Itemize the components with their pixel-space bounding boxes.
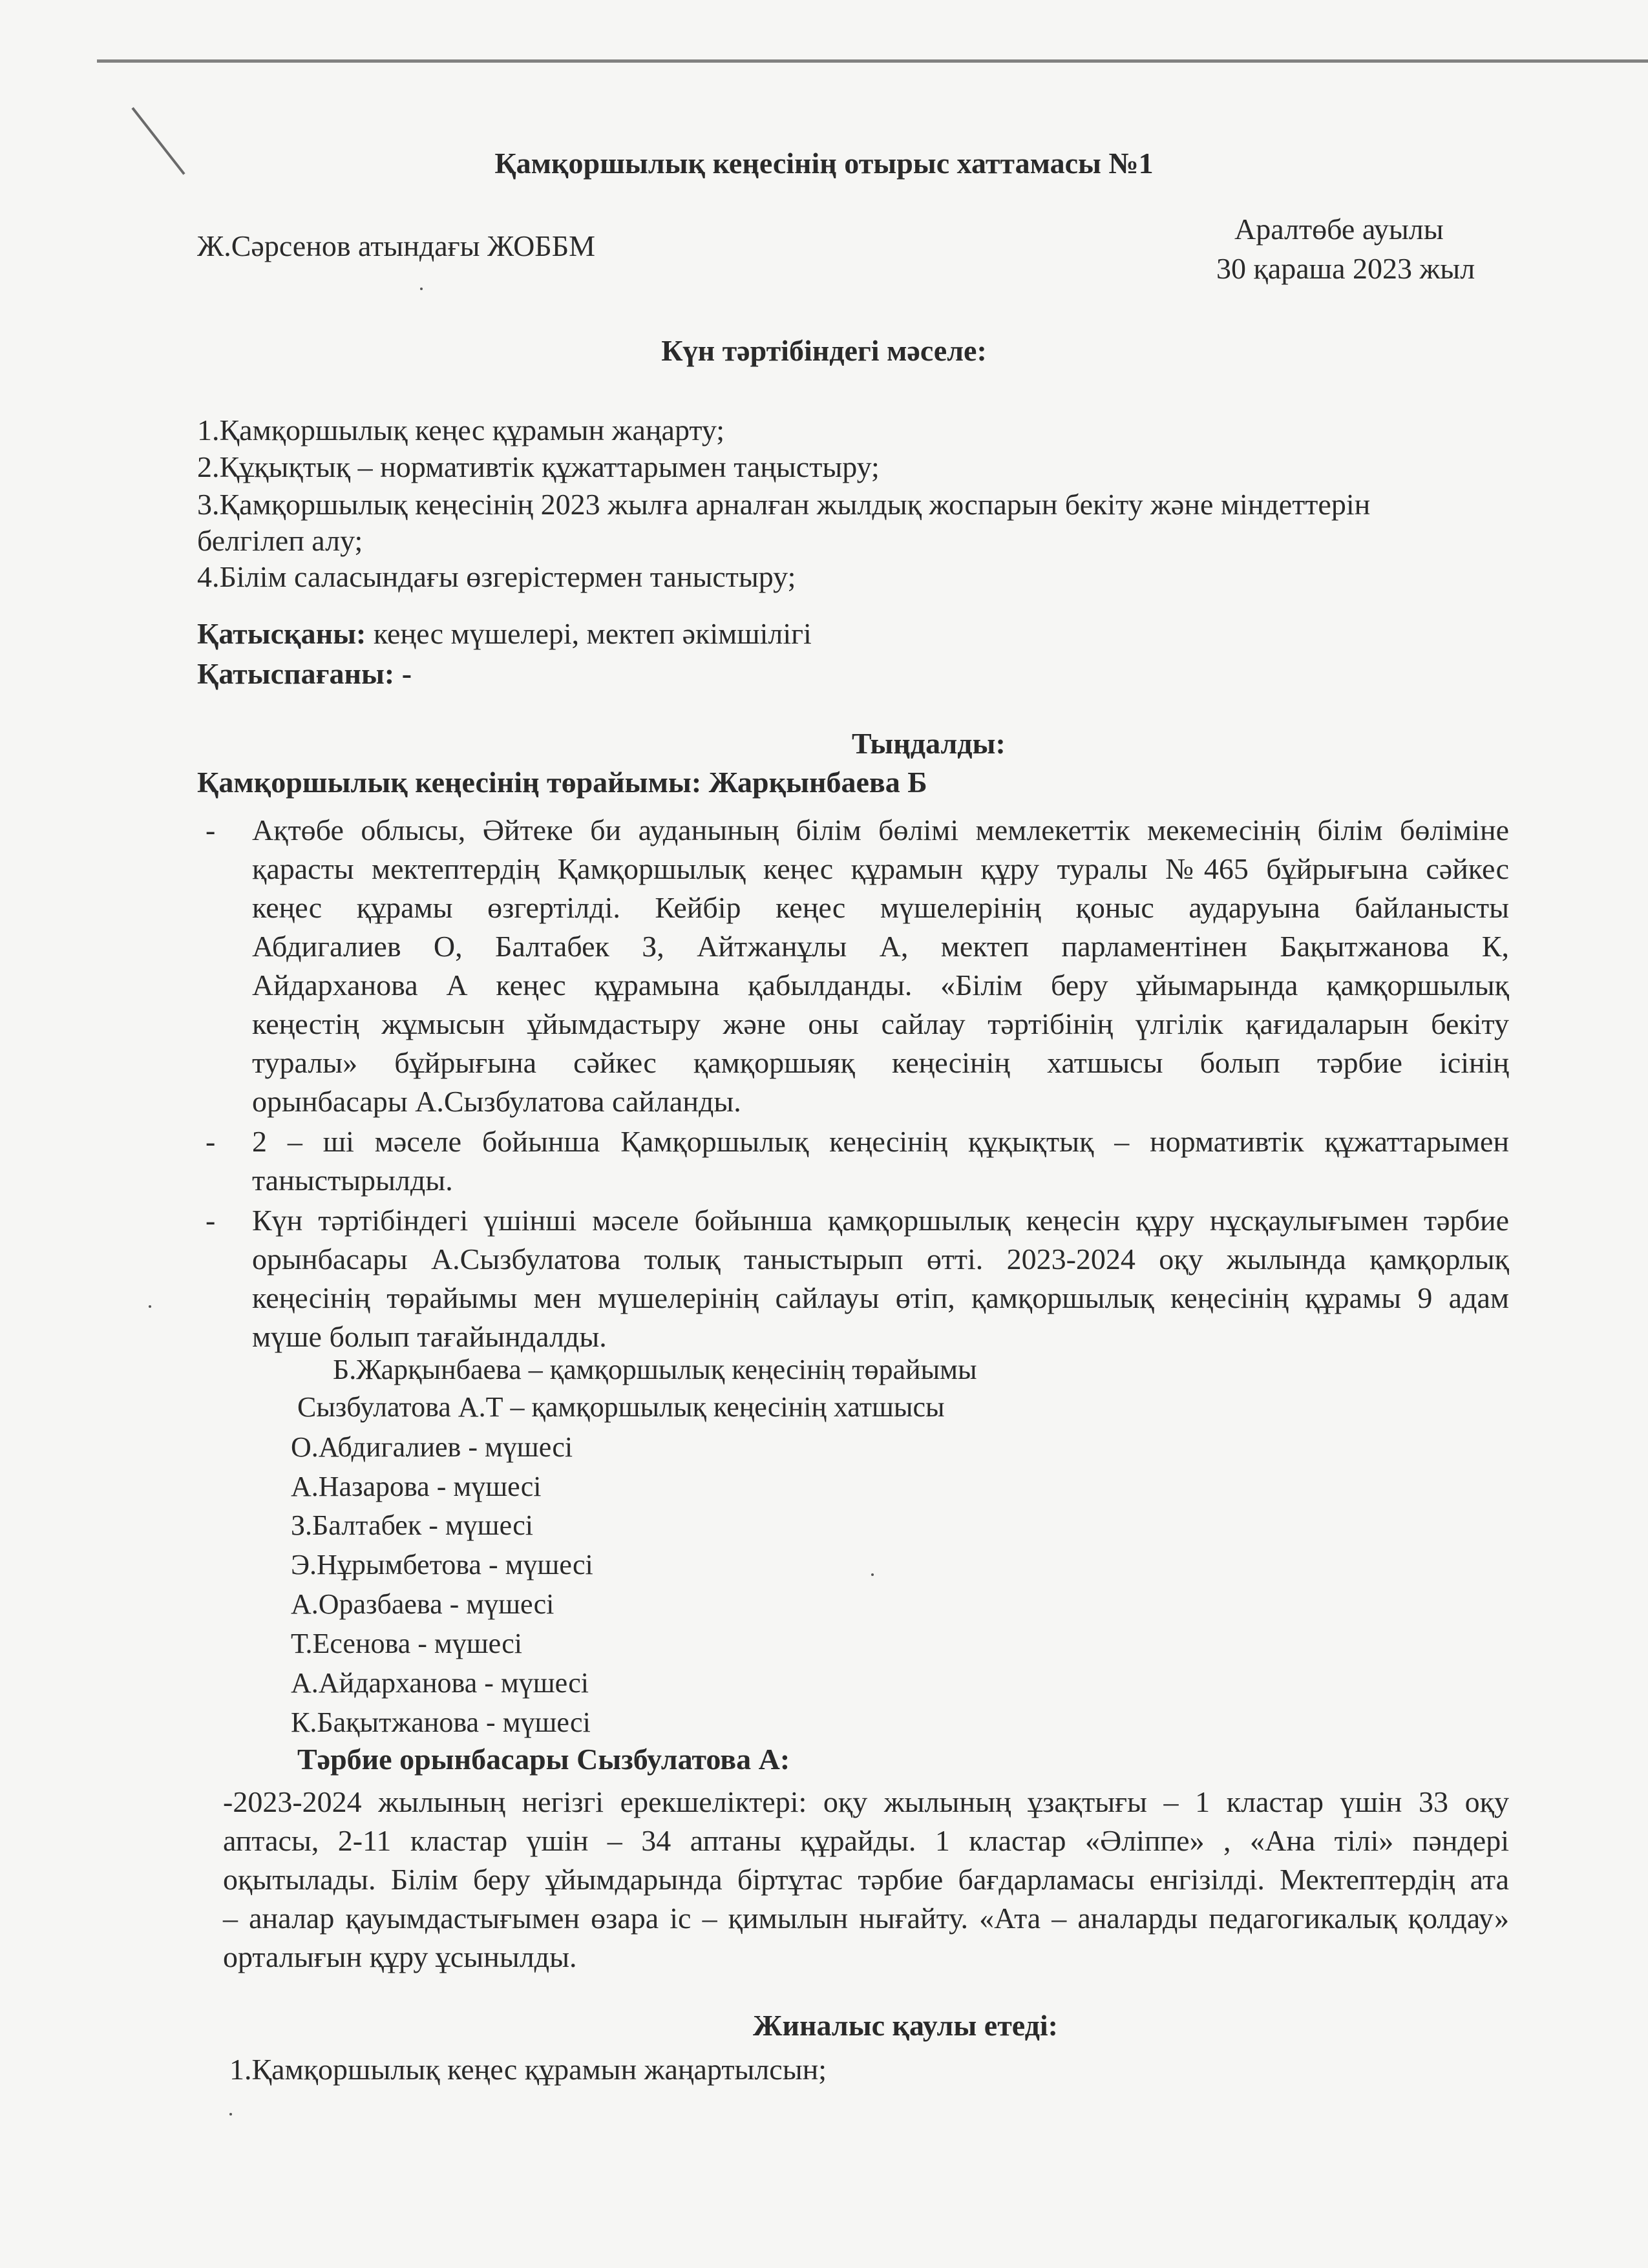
listened-heading: Тыңдалды: xyxy=(852,727,1006,760)
para3-line: Күн тәртібіндегі үшінші мәселе бойынша қамқоршылық кеңесін құру нұсқаулығымен тәрбие xyxy=(252,1204,1509,1237)
scan-speck xyxy=(871,1573,874,1576)
agenda-item: 2.Құқықтық – нормативтік құжаттарымен таңыстыру; xyxy=(197,450,880,483)
agenda-item: 1.Қамқоршылық кеңес құрамын жаңарту; xyxy=(197,414,725,446)
para1-line: Абдигалиев О, Балтабек З, Айтжанұлы А, мектеп парламентінен Бақытжанова К, xyxy=(252,930,1509,963)
agenda-item: белгілеп алу; xyxy=(197,524,363,557)
present-value: кеңес мүшелері, мектеп әкімшілігі xyxy=(373,617,812,650)
member-line: К.Бақытжанова - мүшесі xyxy=(291,1706,591,1738)
agenda-item: 4.Білім саласындағы өзгерістермен таныстыру; xyxy=(197,560,796,593)
decision-heading: Жиналыс қаулы етеді: xyxy=(753,2009,1058,2042)
scan-speck xyxy=(149,1305,151,1308)
para2-line: таныстырылды. xyxy=(252,1164,453,1197)
scan-speck xyxy=(420,288,423,290)
deputy-line: аптасы, 2-11 кластар үшін – 34 аптаны құрайды. 1 кластар «Әліппе» , «Ана тілі» пәндері xyxy=(223,1824,1509,1857)
deputy-line: оқытылады. Білім беру ұйымдарында біртұтас тәрбие бағдарламасы енгізілді. Мектептердің ата xyxy=(223,1863,1509,1896)
para3-line: кеңесінің төрайымы мен мүшелерінің сайлауы өтіп, қамқоршылық кеңесінің құрамы 9 адам xyxy=(252,1281,1509,1314)
decision-item: 1.Қамқоршылық кеңес құрамын жаңартылсын; xyxy=(229,2053,827,2086)
member-line: А.Оразбаева - мүшесі xyxy=(291,1588,555,1620)
member-line: Б.Жарқынбаева – қамқоршылық кеңесінің төрайымы xyxy=(333,1354,977,1385)
para1-line: кеңес құрамы өзгертілді. Кейбір кеңес мүшелерінің қоныс аударуына байланысты xyxy=(252,891,1509,924)
para3-line: орынбасары А.Сызбулатова толық таныстырып өтті. 2023-2024 оқу жылында қамқорлық xyxy=(252,1243,1509,1276)
agenda-item: 3.Қамқоршылық кеңесінің 2023 жылға арналған жылдық жоспарын бекіту және міндеттерін xyxy=(197,488,1371,521)
speaker-line: Қамқоршылық кеңесінің төрайымы: Жарқынбаева Б xyxy=(197,766,927,799)
member-line: Э.Нұрымбетова - мүшесі xyxy=(291,1549,593,1580)
deputy-line: орталығын құру ұсынылды. xyxy=(223,1940,577,1973)
bullet-dash: - xyxy=(206,1204,216,1237)
para1-line: кеңестің жұмысын ұйымдастыру және оны сайлау тәртібінің үлгілік қағидаларын бекіту xyxy=(252,1007,1509,1040)
scan-edge-line xyxy=(97,59,1648,63)
para1-line: туралы» бұйрығына сәйкес қамқоршыяқ кеңесінің хатшысы болып тәрбие ісінің xyxy=(252,1046,1509,1079)
member-line: А.Айдарханова - мүшесі xyxy=(291,1667,589,1699)
member-line: Т.Есенова - мүшесі xyxy=(291,1628,522,1659)
attendance-absent: Қатыспағаны: - xyxy=(197,657,412,690)
bullet-dash: - xyxy=(206,814,216,846)
member-line: З.Балтабек - мүшесі xyxy=(291,1509,533,1541)
para1-line: қарасты мектептердің Қамқоршылық кеңес құрамын құру туралы №465 бұйрығына сәйкес xyxy=(252,852,1509,885)
para2-line: 2 – ші мәселе бойынша Қамқоршылық кеңесінің құқықтық – нормативтік құжаттарымен xyxy=(252,1125,1509,1158)
member-line: А.Назарова - мүшесі xyxy=(291,1471,542,1502)
member-line: О.Абдигалиев - мүшесі xyxy=(291,1431,573,1463)
bullet-dash: - xyxy=(206,1125,216,1158)
deputy-line: -2023-2024 жылының негізгі ерекшеліктері: оқу жылының ұзақтығы – 1 кластар үшін 33 оқу xyxy=(223,1785,1509,1818)
scan-speck xyxy=(229,2113,232,2116)
village-name: Аралтөбе ауылы xyxy=(1234,213,1444,246)
para3-line: мүше болып тағайындалды. xyxy=(252,1320,607,1353)
attendance-present xyxy=(197,619,812,649)
deputy-heading: Тәрбие орынбасары Сызбулатова А: xyxy=(297,1743,790,1776)
agenda-heading: Күн тәртібіндегі мәселе: xyxy=(661,334,987,367)
para1-line: Ақтөбе облысы, Әйтеке би ауданының білім бөлімі мемлекеттік мекемесінің білім бөліміне xyxy=(252,814,1509,846)
member-line: Сызбулатова А.Т – қамқоршылық кеңесінің хатшысы xyxy=(297,1391,945,1423)
para1-line: Айдарханова А кеңес құрамына қабылданды. «Білім беру ұйымарында қамқоршылық xyxy=(252,969,1509,1002)
para1-line: орынбасары А.Сызбулатова сайланды. xyxy=(252,1085,741,1118)
present-label: Қатысқаны: xyxy=(197,617,366,650)
school-name: Ж.Сәрсенов атындағы ЖОББМ xyxy=(197,229,596,262)
document-title: Қамқоршылық кеңесінің отырыс хаттамасы №1 xyxy=(494,147,1154,180)
deputy-line: – аналар қауымдастығымен өзара іс – қимылын нығайту. «Ата – аналарды педагогикалық қолдау» xyxy=(223,1902,1509,1935)
meeting-date: 30 қараша 2023 жыл xyxy=(1216,252,1475,285)
